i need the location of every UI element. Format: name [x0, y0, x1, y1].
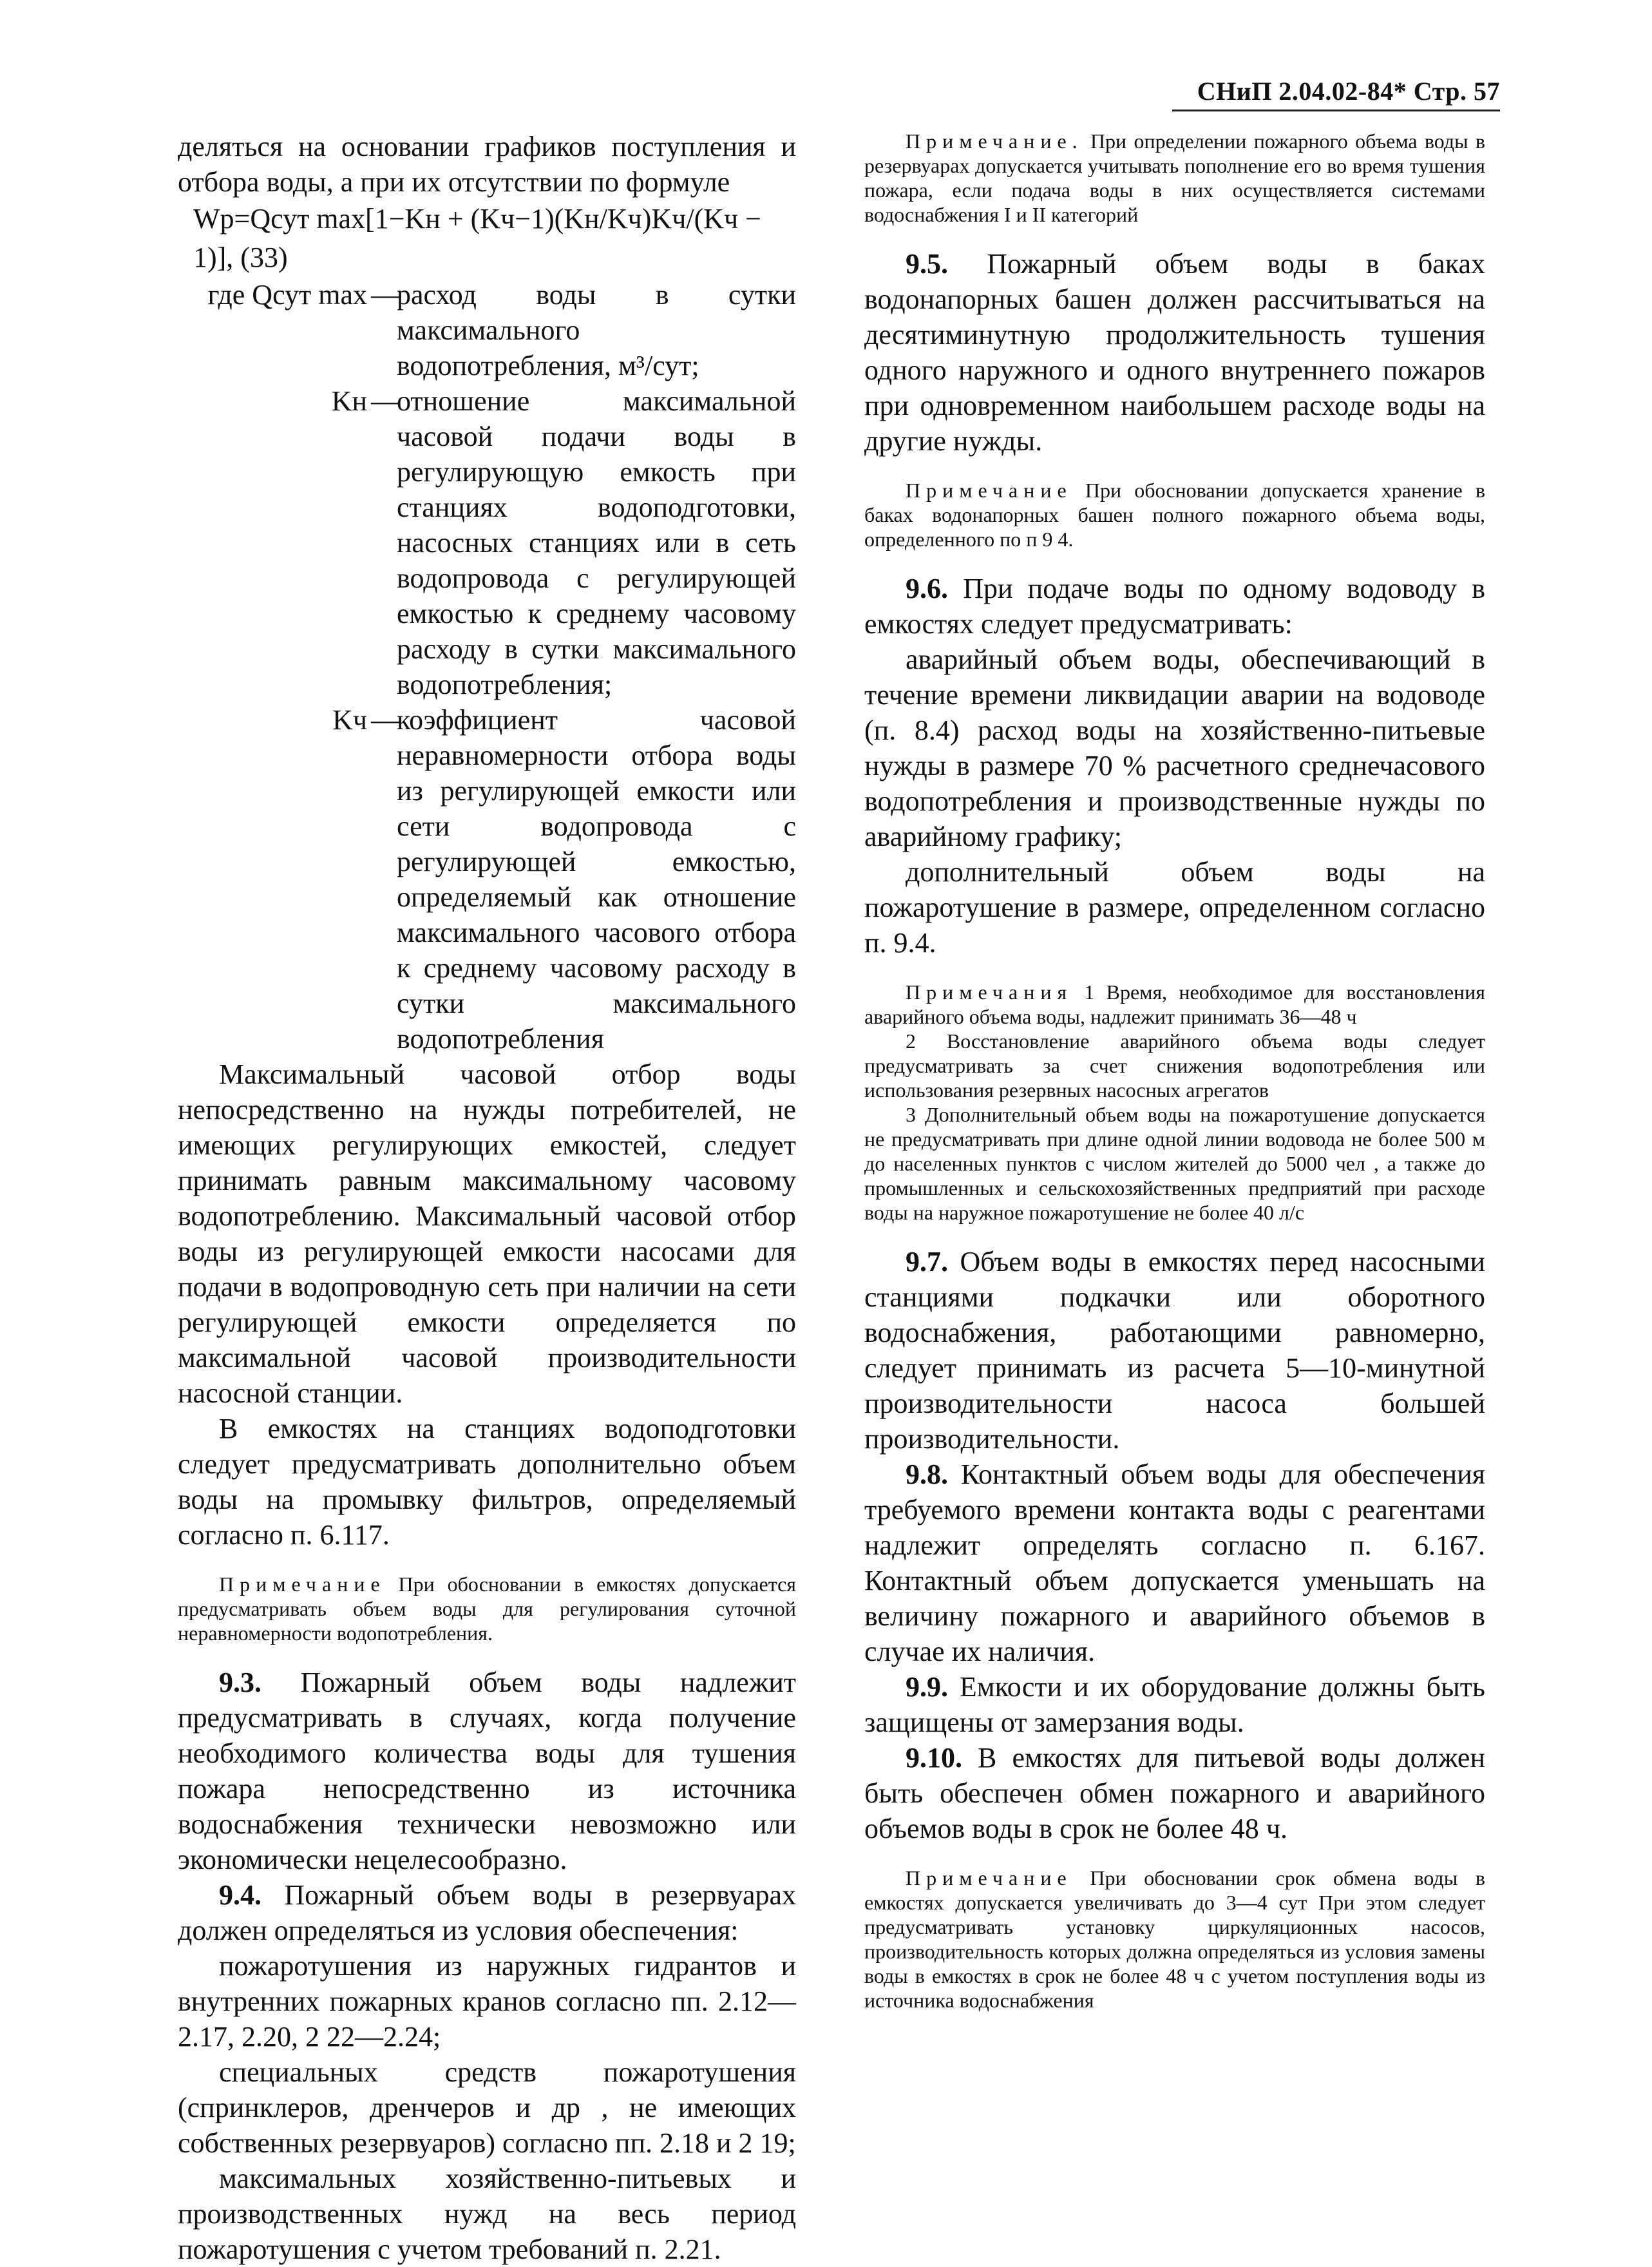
list-item: специальных средств пожаротушения (спринклеров, дренчеров и др , не имеющих собственных резервуаров) согласно пп. 2.18 и 2 19; — [178, 2056, 796, 2159]
note-text: При обосновании допускается хранение в баках водонапорных башен полного пожарного объема воды, определенного по п 9 4. — [864, 479, 1486, 551]
section-number: 9.6. — [906, 573, 948, 604]
def-dash: — — [371, 385, 399, 417]
page-header: СНиП 2.04.02-84* Стр. 57 — [1197, 77, 1500, 106]
def-symbol: Kч — [332, 704, 367, 736]
section-9-4 — [178, 1877, 796, 1948]
section-9-5 — [864, 246, 1485, 459]
section-text: Пожарный объем воды надлежит предусматривать в случаях, когда получение необходимого количества воды для тушения пожара непосредственно из источника водоснабжения технически невозможно или экономически нецелесообразно. — [178, 1667, 797, 1875]
section-number: 9.10. — [906, 1742, 962, 1774]
note-exchange — [864, 1866, 1485, 2013]
section-text: Контактный объем воды для обеспечения требуемого времени контакта воды с реагентами надлежит определять согласно п. 6.167. Контактный объем допускается уменьшать на величину пожарного и аварийного объемов в случае их наличия. — [864, 1459, 1486, 1667]
section-number: 9.7. — [906, 1246, 948, 1277]
note-regulation — [178, 1572, 796, 1645]
formula-33: Wр=Qсут max[1−Kн + (Kч−1)(Kн/Kч)Kч/(Kч − 1)], (33) — [193, 203, 761, 273]
section-9-9 — [864, 1669, 1485, 1740]
note-item: 1 Время, необходимое для восстановления аварийного объема воды, надлежит принимать 36—48 ч — [864, 980, 1486, 1028]
note-label: Примечание — [906, 1866, 1072, 1889]
note-fire-reservoir — [864, 129, 1485, 227]
list-item: максимальных хозяйственно-питьевых и производственных нужд на весь период пожаротушения с учетом требований п. 2.21. — [178, 2163, 796, 2265]
list-item: аварийный объем воды, обеспечивающий в течение времени ликвидации аварии на водоводе (п. 8.4) расход воды на хозяйственно-питьевые нужды в размере 70 % расчетного среднечасового водопотребления и производственные нужды по аварийному графику; — [864, 644, 1485, 852]
filters-paragraph: В емкостях на станциях водоподготовки следует предусматривать дополнительно объем воды на промывку фильтров, определяемый согласно п. 6.117. — [178, 1413, 796, 1551]
notes-label: Примечания — [906, 980, 1073, 1004]
section-9-8 — [864, 1457, 1485, 1669]
note-label: Примечание. — [906, 129, 1083, 153]
intro-paragraph: деляться на основании графиков поступления и отбора воды, а при их отсутствии по формуле — [178, 131, 796, 198]
section-number: 9.4. — [219, 1879, 261, 1911]
def-text: расход воды в сутки максимального водопотребления, м³/сут; — [397, 279, 796, 381]
note-label: Примечание — [906, 479, 1072, 502]
note-text: При определении пожарного объема воды в резервуарах допускается учитывать пополнение его во время тушения пожара, если подача воды в них осуществляется системами водоснабжения I и II категорий — [864, 129, 1486, 226]
right-column — [864, 129, 1485, 2013]
section-text: Пожарный объем воды в резервуарах должен определяться из условия обеспечения: — [178, 1879, 797, 1946]
note-item: 2 Восстановление аварийного объема воды следует предусматривать за счет снижения водопотребления или использования резервных насосных агрегатов — [864, 1029, 1485, 1102]
def-dash: — — [371, 704, 399, 736]
note-item: 3 Дополнительный объем воды на пожаротушение допускается не предусматривать при длине одной линии водовода не более 500 м до населенных пунктов с числом жителей до 5000 чел , а также до промышленных и сельскохозяйственных предприятий при расходе воды на наружное пожаротушение не более 40 л/с — [864, 1103, 1485, 1224]
left-column — [178, 129, 796, 2267]
section-text: При подаче воды по одному водоводу в емкостях следует предусматривать: — [864, 573, 1485, 640]
definition-list — [178, 277, 796, 1057]
def-symbol: где Qсут max — [207, 279, 367, 311]
max-hourly-paragraph: Максимальный часовой отбор воды непосредственно на нужды потребителей, не имеющих регулирующих емкостей, следует принимать равным максимальному часовому водопотреблению. Максимальный часовой отбор воды из регулирующей емкости насосами для подачи в водопроводную сеть при наличии на сети регулирующей емкости определяется по максимальной часовой производительности насосной станции. — [178, 1058, 796, 1409]
section-text: Объем воды в емкостях перед насосными станциями подкачки или оборотного водоснабжения, работающими равномерно, следует принимать из расчета 5—10-минутной производительности насоса большей производительности. — [864, 1246, 1485, 1455]
section-number: 9.5. — [906, 248, 948, 280]
def-text: отношение максимальной часовой подачи воды в регулирующую емкость при станциях водоподготовки, насосных станциях или в сеть водопровода с регулирующей емкостью к среднему часовому расходу в сутки максимального водопотребления; — [397, 385, 796, 700]
note-water-tower — [864, 478, 1485, 551]
note-text: При обосновании в емкостях допускается предусматривать объем воды для регулирования суточной неравномерности водопотребления. — [178, 1573, 797, 1645]
section-9-3 — [178, 1665, 796, 1877]
section-number: 9.8. — [906, 1459, 948, 1490]
section-text: В емкостях для питьевой воды должен быть обеспечен обмен пожарного и аварийного объемов воды в срок не более 48 ч. — [864, 1742, 1485, 1844]
section-number: 9.3. — [219, 1667, 261, 1698]
section-text: Пожарный объем воды в баках водонапорных башен должен рассчитываться на десятиминутную продолжительность тушения одного наружного и одного внутреннего пожаров при одновременном наибольшем расходе воды на другие нужды. — [864, 248, 1485, 457]
def-text: коэффициент часовой неравномерности отбора воды из регулирующей емкости или сети водопровода с регулирующей емкостью, определяемый как отношение максимального часового отбора к среднему часовому расходу в сутки максимального водопотребления — [397, 704, 796, 1055]
list-item: пожаротушения из наружных гидрантов и внутренних пожарных кранов согласно пп. 2.12—2.17, 2.20, 2 22—2.24; — [178, 1950, 796, 2052]
header-rule — [1172, 110, 1500, 111]
section-9-10 — [864, 1740, 1485, 1846]
def-symbol: Kн — [331, 385, 367, 417]
section-9-6 — [864, 571, 1485, 642]
list-item: дополнительный объем воды на пожаротушение в размере, определенном согласно п. 9.4. — [864, 856, 1485, 959]
note-label: Примечание — [219, 1573, 386, 1596]
section-text: Емкости и их оборудование должны быть защищены от замерзания воды. — [864, 1671, 1485, 1738]
section-9-7 — [864, 1244, 1485, 1457]
def-dash: — — [371, 279, 399, 311]
note-text: При обосновании срок обмена воды в емкостях допускается увеличивать до 3—4 сут При этом следует предусматривать установку циркуляционных насосов, производительность которых должна определяться из условия замены воды в емкостях в срок не более 48 ч с учетом поступления воды из источника водоснабжения — [864, 1866, 1486, 2012]
section-number: 9.9. — [906, 1671, 948, 1703]
notes-list — [864, 980, 1485, 1029]
